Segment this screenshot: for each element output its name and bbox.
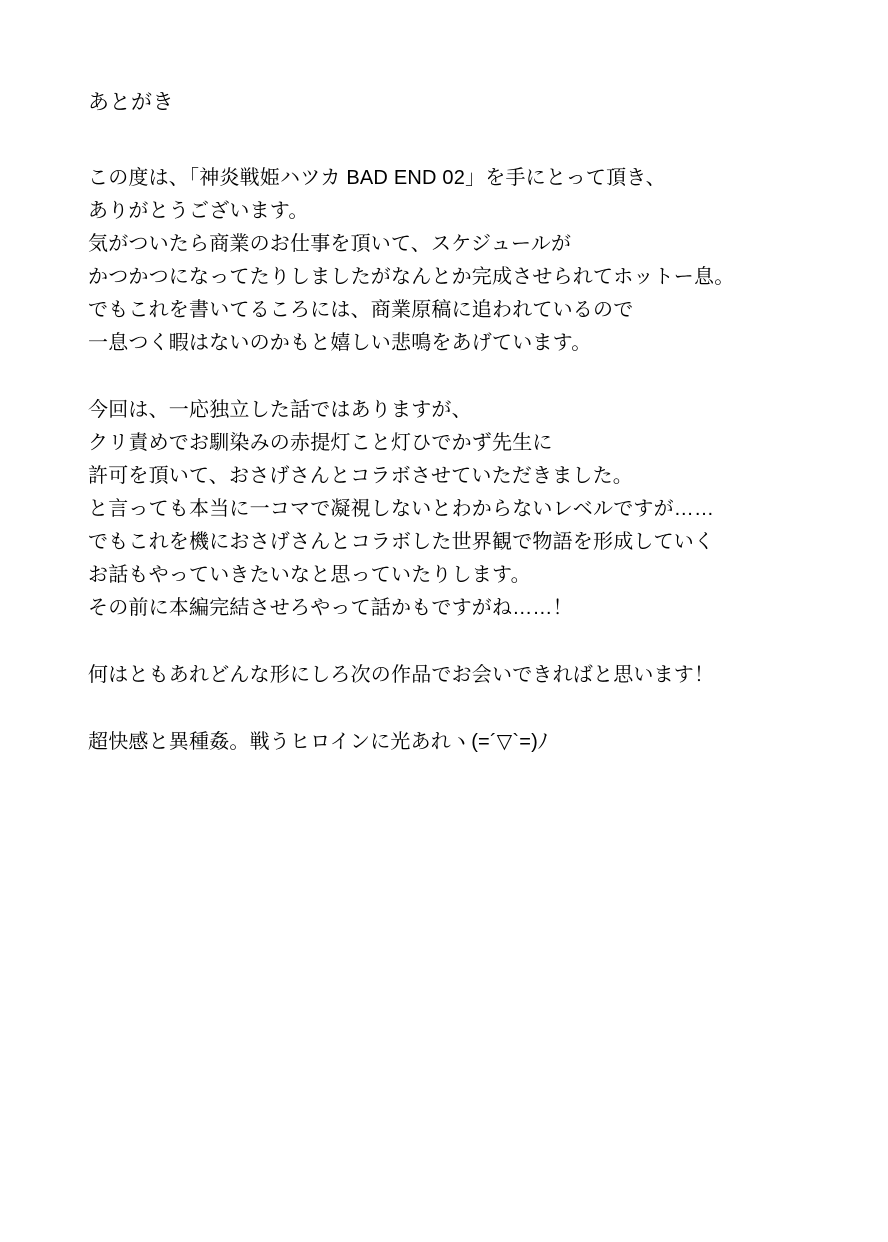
text-line: 気がついたら商業のお仕事を頂いて、スケジュールが bbox=[88, 233, 572, 255]
text-line: この度は、「神炎戦姫ハツカ BAD END 02」を手にとって頂き、 bbox=[88, 167, 666, 189]
text-line: その前に本編完結させろやって話かもですがね……！ bbox=[88, 597, 573, 619]
paragraph-closing bbox=[88, 659, 800, 692]
paragraph-intro bbox=[88, 162, 800, 360]
paragraph-collab bbox=[88, 394, 800, 625]
text-line: でもこれを書いてるころには、商業原稿に追われているので bbox=[88, 299, 634, 321]
paragraph-signoff bbox=[88, 726, 800, 759]
text-line: お話もやっていきたいなと思っていたりします。 bbox=[88, 564, 531, 586]
text-line: 何はともあれどんな形にしろ次の作品でお会いできればと思います！ bbox=[88, 664, 715, 686]
page-title: あとがき bbox=[88, 91, 174, 114]
text-line: でもこれを機におさげさんとコラボした世界観で物語を形成していく bbox=[88, 531, 715, 553]
text-line: クリ責めでお馴染みの赤提灯こと灯ひでかず先生に bbox=[88, 432, 553, 454]
text-line: 許可を頂いて、おさげさんとコラボさせていただきました。 bbox=[88, 465, 633, 487]
signoff-line: 超快感と異種姦。戦うヒロインに光あれヽ(=´▽`=)ﾉ bbox=[88, 731, 549, 753]
text-line: かつかつになってたりしましたがなんとか完成させられてホットー息。 bbox=[88, 266, 735, 288]
text-line: と言っても本当に一コマで凝視しないとわからないレベルですが…… bbox=[88, 498, 715, 520]
text-line: 一息つく暇はないのかもと嬉しい悲鳴をあげています。 bbox=[88, 332, 592, 354]
text-line: ありがとうございます。 bbox=[88, 200, 309, 222]
text-line: 今回は、一応独立した話ではありますが、 bbox=[88, 399, 472, 421]
